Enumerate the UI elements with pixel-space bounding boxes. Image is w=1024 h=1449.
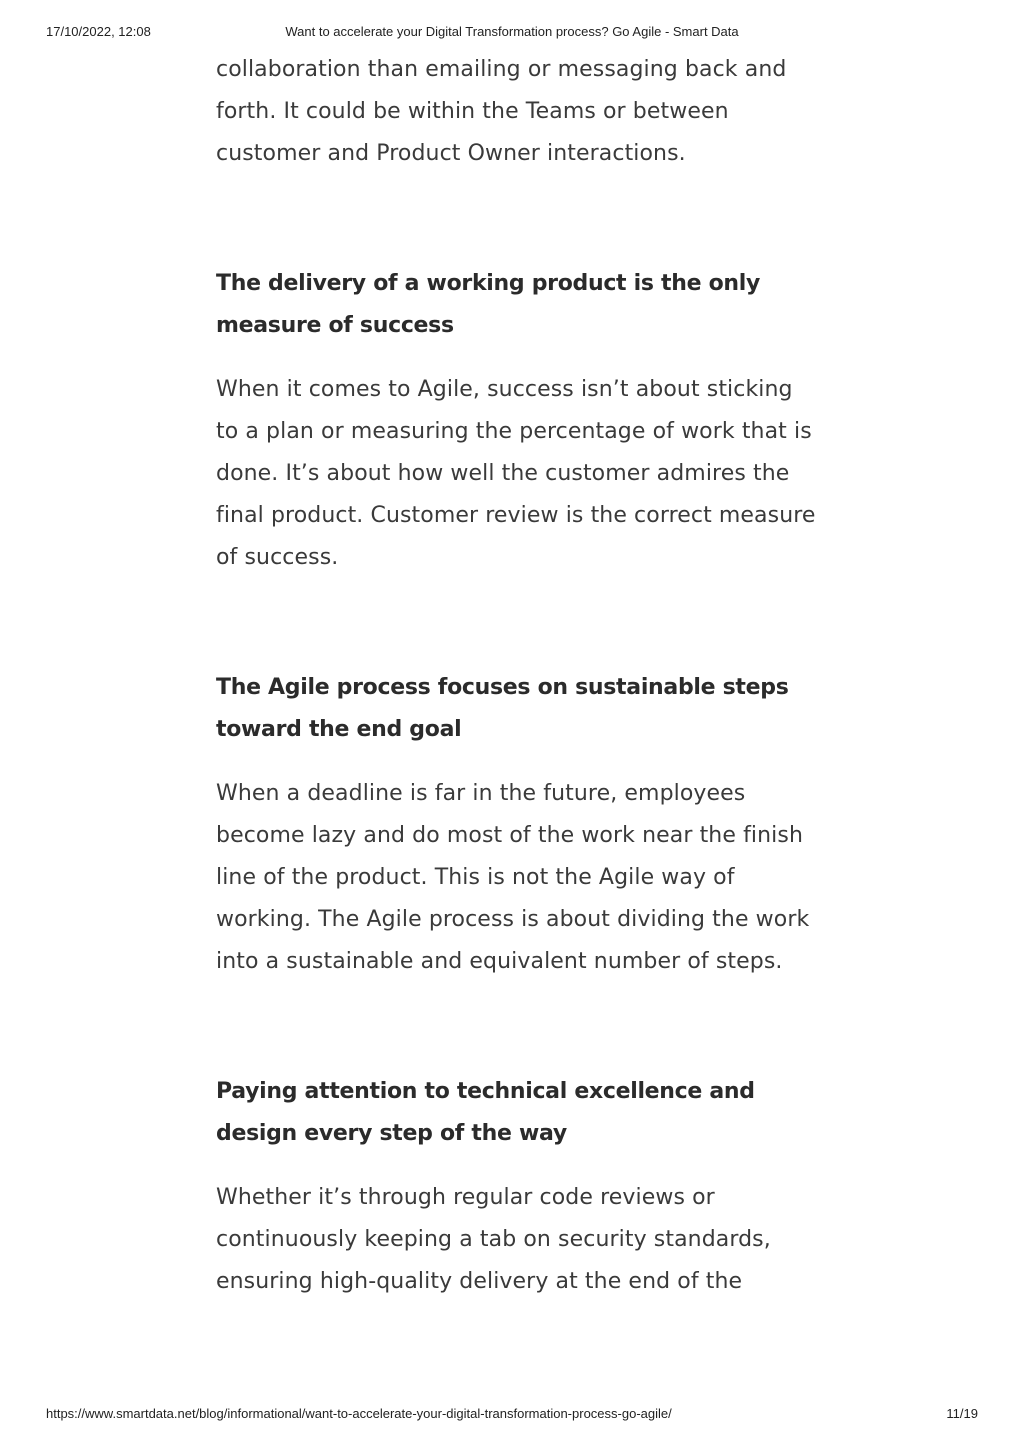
section-body-sustainable-steps: When a deadline is far in the future, employees become lazy and do most of the work near the finish line of the product. This is not the Agile way of working. The Agile process is about dividing the work into a sustainable and equivalent number of steps. xyxy=(216,781,810,974)
section-body-technical-excellence: Whether it’s through regular code reviews or continuously keeping a tab on security standards, ensuring high-quality delivery at the end of the xyxy=(216,1185,771,1294)
section-body-working-product: When it comes to Agile, success isn’t about sticking to a plan or measuring the percentage of work that is done. It’s about how well the customer admires the final product. Customer review is the correct measure of success. xyxy=(216,377,816,570)
heading-spacer xyxy=(216,347,816,369)
print-page-number: 11/19 xyxy=(946,1406,978,1421)
print-datetime: 17/10/2022, 12:08 xyxy=(46,24,151,39)
section-heading-technical-excellence: Paying attention to technical excellence and design every step of the way xyxy=(216,1079,755,1146)
print-source-url: https://www.smartdata.net/blog/informational/want-to-accelerate-your-digital-transformation-process-go-agile/ xyxy=(46,1406,672,1421)
section-spacer xyxy=(216,175,816,263)
heading-spacer xyxy=(216,1155,816,1177)
section-spacer xyxy=(216,579,816,667)
print-footer xyxy=(0,1406,1024,1424)
print-header xyxy=(0,24,1024,42)
intro-paragraph: collaboration than emailing or messaging back and forth. It could be within the Teams or between customer and Product Owner interactions. xyxy=(216,57,787,166)
section-spacer xyxy=(216,983,816,1071)
print-page-title: Want to accelerate your Digital Transformation process? Go Agile - Smart Data xyxy=(285,24,739,39)
heading-spacer xyxy=(216,751,816,773)
section-heading-working-product: The delivery of a working product is the only measure of success xyxy=(216,271,761,338)
article-body xyxy=(216,49,816,1303)
section-heading-sustainable-steps: The Agile process focuses on sustainable steps toward the end goal xyxy=(216,675,789,742)
